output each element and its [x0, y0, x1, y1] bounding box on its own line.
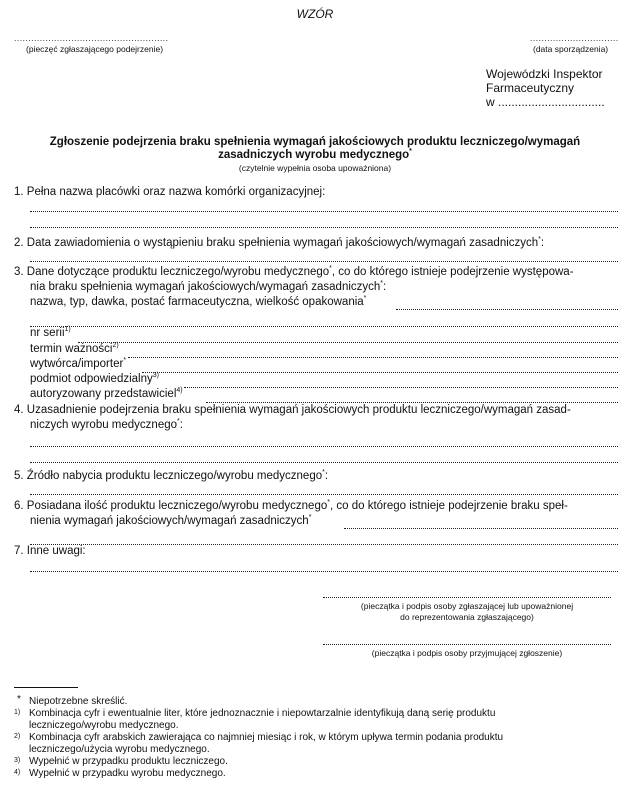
footnote-star: Niepotrzebne skreślić. [29, 696, 128, 707]
form-title-line-2: zasadniczych wyrobu medycznego* [218, 148, 412, 161]
item-2-label: 2. Data zawiadomienia o wystąpieniu braku spełnienia wymagań jakościowych/wymagań zasadniczych*: [14, 236, 545, 249]
footnote-1-line-2: leczniczego/wyrobu medycznego. [29, 720, 179, 731]
responsible-entity-label: podmiot odpowiedzialny$^{3)}$ [30, 372, 159, 385]
item-6-label-line-2: nienia wymagań jakościowych/wymagań zasadniczych* [30, 514, 312, 527]
footnote-4-mark: 4) [14, 769, 21, 776]
serial-label: nr serii$^{1)}$ [30, 326, 71, 339]
manufacturer-line[interactable] [142, 372, 618, 373]
manufacturer-label: wytwórca/importer* [30, 357, 127, 370]
recipient-line-2: Farmaceutyczny [486, 81, 575, 95]
item-3-name-line-2[interactable] [30, 326, 618, 327]
signature-1-line[interactable] [323, 597, 611, 598]
stamp-dots: ...................................................... [14, 33, 169, 43]
form-label: WZÓR [296, 7, 334, 21]
item-4-line-2[interactable] [30, 462, 618, 463]
date-caption: (data sporządzenia) [533, 44, 609, 54]
footnote-3: Wypełnić w przypadku produktu leczniczego. [29, 756, 228, 767]
item-3-label-line-2: nia braku spełnienia wymagań jakościowych/wymagań zasadniczych*: [30, 280, 387, 293]
item-3-label-line-1: 3. Dane dotyczące produktu leczniczego/wyrobu medycznego*, co do którego istnieje podejrzenie występowa- [14, 265, 574, 278]
footnote-star-mark: * [17, 694, 21, 705]
footnote-4: Wypełnić w przypadku wyrobu medycznego. [29, 768, 226, 779]
item-4-label-line-1: 4. Uzasadnienie podejrzenia braku spełnienia wymagań jakościowych produktu leczniczego/wymagań zasad- [14, 404, 571, 416]
date-dots: ............................... [530, 33, 619, 43]
footnote-2-line-2: leczniczego/użycia wyrobu medycznego. [29, 744, 210, 755]
signature-2-line[interactable] [323, 644, 611, 645]
item-4-label-line-2: niczych wyrobu medycznego*: [30, 418, 183, 431]
item-6-label-line-1: 6. Posiadana ilość produktu leczniczego/wyrobu medycznego*, co do którego istnieje podejrzenie braku speł- [14, 499, 568, 512]
item-7-label: 7. Inne uwagi: [14, 545, 86, 557]
expiry-label: termin ważności$^{2)}$ [30, 342, 119, 355]
item-5-label: 5. Źródło nabycia produktu leczniczego/wyrobu medycznego*: [14, 469, 329, 482]
item-6-line-1[interactable] [344, 528, 618, 529]
item-2-line[interactable] [30, 261, 618, 262]
expiry-line[interactable] [128, 357, 618, 358]
form-title-line-1: Zgłoszenie podejrzenia braku spełnienia wymagań jakościowych produktu leczniczego/wymagań [49, 136, 581, 148]
item-3-name-line-1[interactable] [396, 309, 618, 310]
item-5-line[interactable] [30, 494, 618, 495]
item-1-label: 1. Pełna nazwa placówki oraz nazwa komórki organizacyjnej: [14, 186, 326, 198]
item-4-line-1[interactable] [30, 446, 618, 447]
item-3-label-line-3: nazwa, typ, dawka, postać farmaceutyczna, wielkość opakowania* [30, 295, 367, 308]
footnote-2-line-1: Kombinacja cyfr arabskich zawierająca co najmniej miesiąc i rok, w którym upływa termin podania produktu [29, 732, 504, 743]
item-1-line-2[interactable] [30, 227, 618, 228]
stamp-caption: (pieczęć zgłaszającego podejrzenie) [26, 44, 164, 54]
serial-line[interactable] [78, 342, 618, 343]
recipient-line-1: Wojewódzki Inspektor [486, 67, 603, 81]
signature-1-caption-line-1: (pieczątka i podpis osoby zgłaszającej lub upoważnionej [360, 601, 574, 611]
item-1-line-1[interactable] [30, 211, 618, 212]
footnote-3-mark: 3) [14, 757, 21, 764]
responsible-entity-line[interactable] [184, 387, 618, 388]
footnote-divider [14, 687, 78, 688]
footnote-1-line-1: Kombinacja cyfr i ewentualnie liter, które jednoznacznie i niepowtarzalnie identyfikują daną serię produktu [29, 708, 496, 719]
signature-2-caption: (pieczątka i podpis osoby przyjmującej zgłoszenie) [371, 648, 563, 658]
footnote-1-mark: 1) [14, 709, 21, 716]
authorized-rep-line[interactable] [206, 402, 618, 403]
signature-1-caption-line-2: do reprezentowania zgłaszającego) [400, 612, 534, 622]
item-6-line-2[interactable] [30, 544, 618, 545]
item-7-line[interactable] [30, 571, 618, 572]
footnote-2-mark: 2) [14, 733, 21, 740]
form-subtitle: (czytelnie wypełnia osoba upoważniona) [238, 163, 392, 173]
authorized-rep-label: autoryzowany przedstawiciel$^{4)}$ [30, 387, 183, 400]
recipient-line-3: w ................................ [486, 95, 605, 109]
